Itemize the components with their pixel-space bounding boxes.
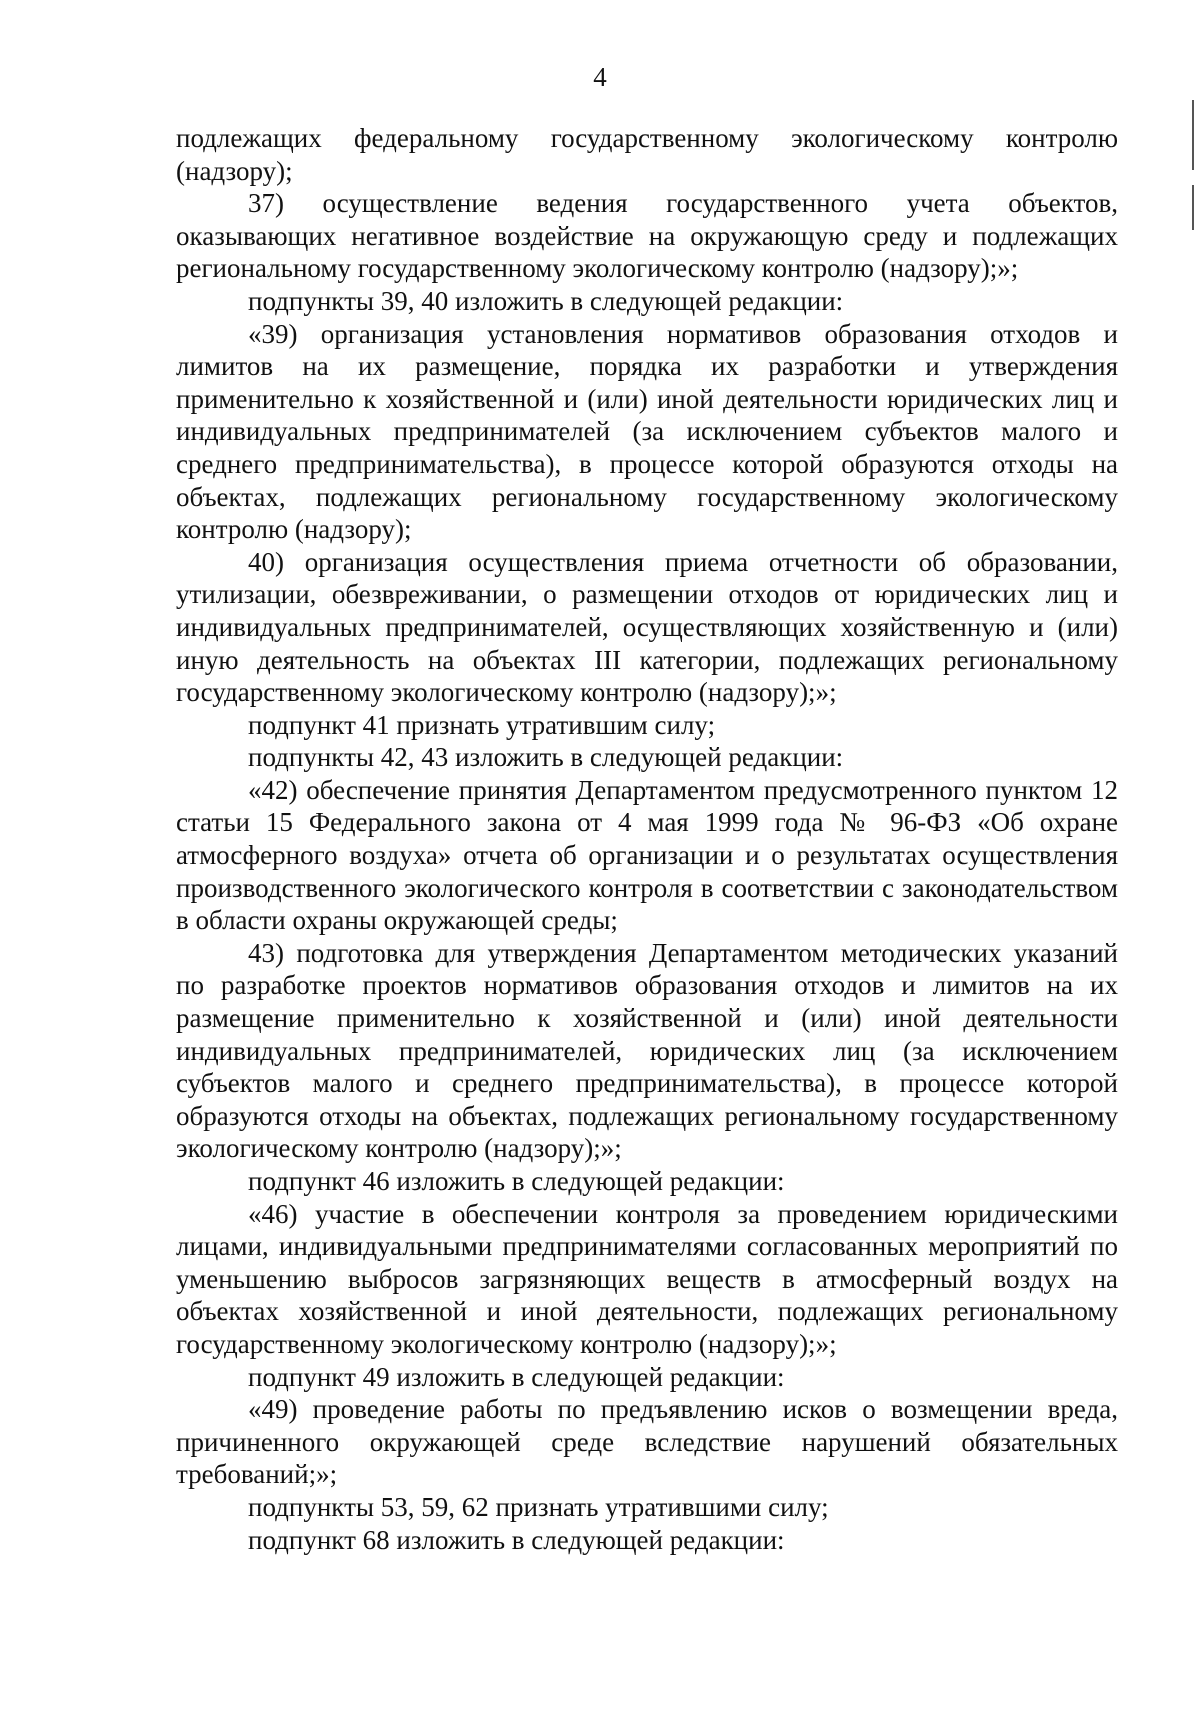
paragraph-item-42: «42) обеспечение принятия Департаментом предусмотренного пунктом 12 статьи 15 Федерального закона от 4 мая 1999 года № 96-ФЗ «Об охране атмосферного воздуха» отчета об организации и о результатах осуществления производственного экологического контроля в соответствии с законодательством в области охраны окружающей среды; <box>176 774 1118 936</box>
paragraph-instruction-46: подпункт 46 изложить в следующей редакции: <box>248 1166 785 1196</box>
paragraph-item-49: «49) проведение работы по предъявлению исков о возмещении вреда, причиненного окружающей среде вследствие нарушений обязательных требований;»; <box>176 1394 1118 1490</box>
scan-edge-mark <box>1192 100 1194 170</box>
paragraph-instruction-42-43: подпункты 42, 43 изложить в следующей редакции: <box>248 742 844 773</box>
page-number: 4 <box>593 62 607 92</box>
paragraph-item-39: «39) организация установления нормативов образования отходов и лимитов на их размещение, порядка их разработки и утверждения применительно к хозяйственной и (или) иной деятельности юридических лиц и индивидуальных предпринимателей (за исключением субъектов малого и среднего предпринимательства), в процессе которой образуются отходы на объектах, подлежащих региональному государственному экологическому контролю (надзору); <box>176 318 1118 545</box>
paragraph-continuation: подлежащих федеральному государственному экологическому контролю (надзору); <box>176 123 1118 186</box>
paragraph-item-46: «46) участие в обеспечении контроля за проведением юридическими лицами, индивидуальными предпринимателями согласованных мероприятий по уменьшению выбросов загрязняющих веществ в атмосферный воздух на объектах хозяйственной и иной деятельности, подлежащих региональному государственному экологическому контролю (надзору);»; <box>176 1198 1118 1359</box>
paragraph-instruction-39-40: подпункты 39, 40 изложить в следующей редакции: <box>248 285 844 316</box>
paragraph-instruction-68: подпункт 68 изложить в следующей редакции: <box>248 1524 785 1555</box>
paragraph-item-40: 40) организация осуществления приема отчетности об образовании, утилизации, обезвреживании, о размещении отходов от юридических лиц и индивидуальных предпринимателей, осуществляющих хозяйственную и (или) иную деятельность на объектах III категории, подлежащих региональному государственному экологическому контролю (надзору);»; <box>176 546 1118 708</box>
document-body <box>176 122 1118 1556</box>
paragraph-item-43: 43) подготовка для утверждения Департаментом методических указаний по разработке проектов нормативов образования отходов и лимитов на их размещение применительно к хозяйственной и (или) иной деятельности индивидуальных предпринимателей, юридических лиц (за исключением субъектов малого и среднего предпринимательства), в процессе которой образуются отходы на объектах, подлежащих региональному государственному экологическому контролю (надзору);»; <box>176 937 1118 1164</box>
scan-edge-mark <box>1192 185 1194 230</box>
paragraph-item-37: 37) осуществление ведения государственного учета объектов, оказывающих негативное воздействие на окружающую среду и подлежащих региональному государственному экологическому контролю (надзору);»; <box>176 188 1118 284</box>
paragraph-instruction-53-59-62: подпункты 53, 59, 62 признать утратившими силу; <box>248 1491 829 1522</box>
paragraph-instruction-41: подпункт 41 признать утратившим силу; <box>248 709 716 740</box>
paragraph-instruction-49: подпункт 49 изложить в следующей редакции: <box>248 1361 785 1392</box>
